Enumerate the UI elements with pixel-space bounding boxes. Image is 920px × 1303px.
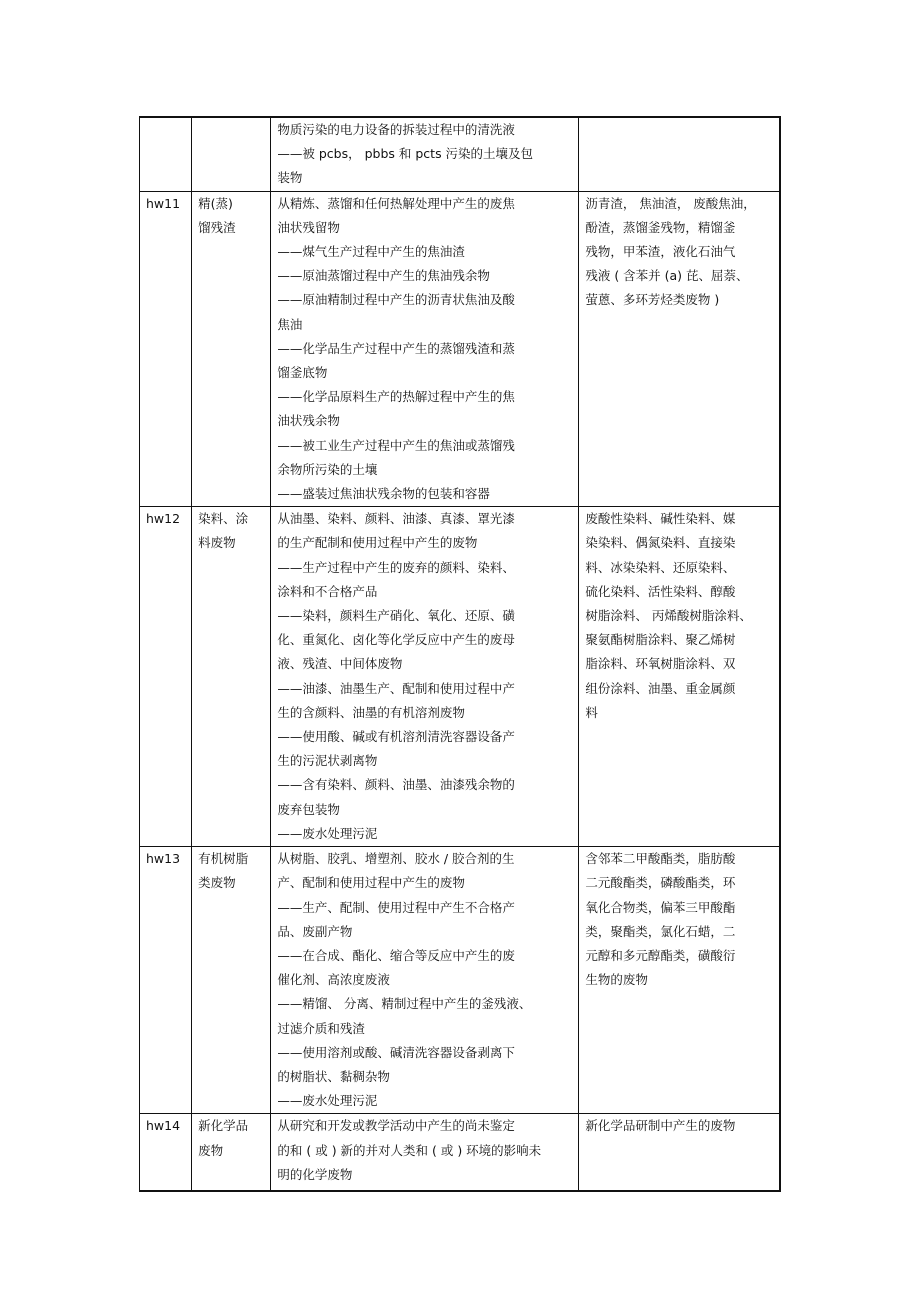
cell-text-line: 残液 ( 含苯并 (a) 芘、屈萘、 [585, 268, 749, 284]
cell-text-line: ——在合成、酯化、缩合等反应中产生的废 [277, 947, 515, 963]
cell-text-line: 物质污染的电力设备的拆装过程中的清洗液 [277, 122, 515, 137]
cell-text-line: ——盛装过焦油状残余物的包装和容器 [277, 486, 490, 502]
cell-text-line: 的和 ( 或 ) 新的并对人类和 ( 或 ) 环境的影响未 [277, 1142, 542, 1158]
cell-text-line: 新化学品 [198, 1118, 249, 1134]
cell-text-line: 精(蒸) [198, 195, 233, 211]
cell-text-line: 生物的废物 [585, 972, 648, 988]
cell-text-line: 脂涂料、环氧树脂涂料、双 [585, 656, 736, 672]
cell-text-line: 明的化学废物 [277, 1166, 353, 1182]
cell-text-line: ——化学品生产过程中产生的蒸馏残渣和蒸 [277, 340, 515, 356]
table-body [140, 117, 781, 1191]
cell-text-line: 油状残留物 [277, 219, 340, 235]
cell-text-line: 余物所污染的土壤 [277, 461, 378, 477]
cell-text-line: 废弃包装物 [277, 801, 340, 817]
cell-text-line: 硫化染料、活性染料、醇酸 [585, 583, 736, 599]
cell-text-line: ——精馏、 分离、精制过程中产生的釜残液、 [277, 996, 532, 1012]
cell-text-line: ——使用酸、碱或有机溶剂清洗容器设备产 [277, 729, 515, 745]
cell-text-line: 装物 [277, 170, 303, 186]
cell-text-line: ——被工业生产过程中产生的焦油或蒸馏残 [277, 437, 515, 453]
table-row [140, 1114, 781, 1192]
cell-text-line: ——染料，颜料生产硝化、氧化、还原、磺 [277, 608, 515, 624]
cell-text-line: 涂料和不合格产品 [277, 583, 378, 599]
cell-text-line: 料、冰染染料、还原染料、 [585, 559, 736, 575]
cell-text-line: 馏残渣 [198, 219, 236, 235]
cell-text-line: 生的含颜料、油墨的有机溶剂废物 [277, 704, 465, 720]
table-row [140, 191, 781, 507]
cell-text-line: 类，聚酯类，氯化石蜡，二 [585, 923, 736, 939]
waste-code-cell [140, 847, 192, 1114]
cell-text-line: 生的污泥状剥离物 [277, 753, 378, 769]
cell-text-line: 馏釜底物 [277, 365, 328, 381]
cell-text-line: ——含有染料、颜料、油墨、油漆残余物的 [277, 777, 515, 793]
cell-text-line: ——煤气生产过程中产生的焦油渣 [277, 244, 465, 260]
hazardous-components-cell [579, 1114, 780, 1192]
cell-text-line: 树脂涂料、 丙烯酸树脂涂料、 [585, 608, 752, 624]
cell-text-line: ——原油精制过程中产生的沥青状焦油及酸 [277, 292, 515, 308]
hazardous-components-cell [579, 847, 780, 1114]
waste-category-cell [192, 191, 271, 507]
cell-text-line: hw13 [146, 851, 181, 867]
cell-text-line: hw11 [146, 195, 181, 211]
waste-source-cell [271, 847, 579, 1114]
waste-category-cell [192, 117, 271, 191]
table-row [140, 117, 781, 191]
cell-text-line: 从精炼、蒸馏和任何热解处理中产生的废焦 [277, 195, 515, 211]
waste-source-cell [271, 191, 579, 507]
waste-code-cell [140, 1114, 192, 1192]
waste-source-cell [271, 117, 579, 191]
cell-text-line: 废物 [198, 1142, 224, 1158]
cell-text-line: 产、配制和使用过程中产生的废物 [277, 875, 465, 891]
cell-text-line: 新化学品研制中产生的废物 [585, 1118, 736, 1134]
hazardous-components-cell [579, 117, 780, 191]
hazardous-components-cell [579, 191, 780, 507]
cell-text-line: 含邻苯二甲酸酯类，脂肪酸 [585, 851, 736, 867]
waste-source-cell [271, 507, 579, 847]
cell-text-line: 的树脂状、黏稠杂物 [277, 1068, 390, 1084]
cell-text-line: 氧化合物类，偏苯三甲酸酯 [585, 899, 736, 915]
hazardous-waste-table [139, 116, 781, 1192]
cell-text-line: 二元酸酯类，磷酸酯类，环 [585, 875, 736, 891]
cell-text-line: 过滤介质和残渣 [277, 1020, 365, 1036]
cell-text-line: ——废水处理污泥 [277, 1093, 378, 1109]
cell-text-line: 料废物 [198, 535, 236, 551]
cell-text-line: 组份涂料、油墨、重金属颜 [585, 680, 736, 696]
cell-text-line: 从研究和开发或教学活动中产生的尚未鉴定 [277, 1118, 515, 1134]
table-row [140, 847, 781, 1114]
cell-text-line: ——废水处理污泥 [277, 825, 378, 841]
cell-text-line: 萤蒽、多环芳烃类废物 ) [585, 292, 720, 308]
cell-text-line: ——被 pcbs， pbbs 和 pcts 污染的土壤及包 [277, 146, 534, 162]
cell-text-line: 的生产配制和使用过程中产生的废物 [277, 535, 478, 551]
waste-source-cell [271, 1114, 579, 1192]
cell-text-line: ——油漆、油墨生产、配制和使用过程中产 [277, 680, 515, 696]
cell-text-line: 品、废副产物 [277, 923, 353, 939]
cell-text-line: 从树脂、胶乳、增塑剂、胶水 / 胶合剂的生 [277, 851, 515, 867]
cell-text-line: hw14 [146, 1118, 181, 1134]
cell-text-line: 残物，甲苯渣，液化石油气 [585, 244, 736, 260]
cell-text-line: ——化学品原料生产的热解过程中产生的焦 [277, 389, 515, 405]
cell-text-line: 染料、涂 [198, 511, 249, 527]
waste-category-cell [192, 847, 271, 1114]
cell-text-line: 催化剂、高浓度废液 [277, 972, 390, 988]
cell-text-line: 染染料、偶氮染料、直接染 [585, 535, 736, 551]
cell-text-line: 聚氨酯树脂涂料、聚乙烯树 [585, 632, 736, 648]
cell-text-line: 从油墨、染料、颜料、油漆、真漆、罩光漆 [277, 511, 515, 527]
waste-category-cell [192, 507, 271, 847]
cell-text-line: 有机树脂 [198, 851, 249, 867]
waste-category-cell [192, 1114, 271, 1192]
cell-text-line: ——生产、配制、使用过程中产生不合格产 [277, 899, 515, 915]
cell-text-line: 焦油 [277, 316, 303, 332]
cell-text-line: 料 [585, 704, 598, 720]
cell-text-line: 类废物 [198, 875, 236, 891]
cell-text-line: 沥青渣， 焦油渣， 废酸焦油， [585, 195, 756, 211]
cell-text-line: 油状残余物 [277, 413, 340, 429]
waste-code-cell [140, 507, 192, 847]
cell-text-line: 酚渣，蒸馏釜残物，精馏釜 [585, 219, 736, 235]
cell-text-line: ——使用溶剂或酸、碱清洗容器设备剥离下 [277, 1044, 515, 1060]
cell-text-line: 废酸性染料、碱性染料、媒 [585, 511, 736, 527]
cell-text-line: ——原油蒸馏过程中产生的焦油残余物 [277, 268, 490, 284]
table-row [140, 507, 781, 847]
cell-text-line: hw12 [146, 511, 181, 527]
waste-code-cell [140, 191, 192, 507]
cell-text-line: ——生产过程中产生的废弃的颜料、染料、 [277, 559, 515, 575]
hazardous-components-cell [579, 507, 780, 847]
waste-code-cell [140, 117, 192, 191]
cell-text-line: 化、重氮化、卤化等化学反应中产生的废母 [277, 632, 515, 648]
cell-text-line: 元醇和多元醇酯类，磺酸衍 [585, 947, 736, 963]
cell-text-line: 液、残渣、中间体废物 [277, 656, 403, 672]
